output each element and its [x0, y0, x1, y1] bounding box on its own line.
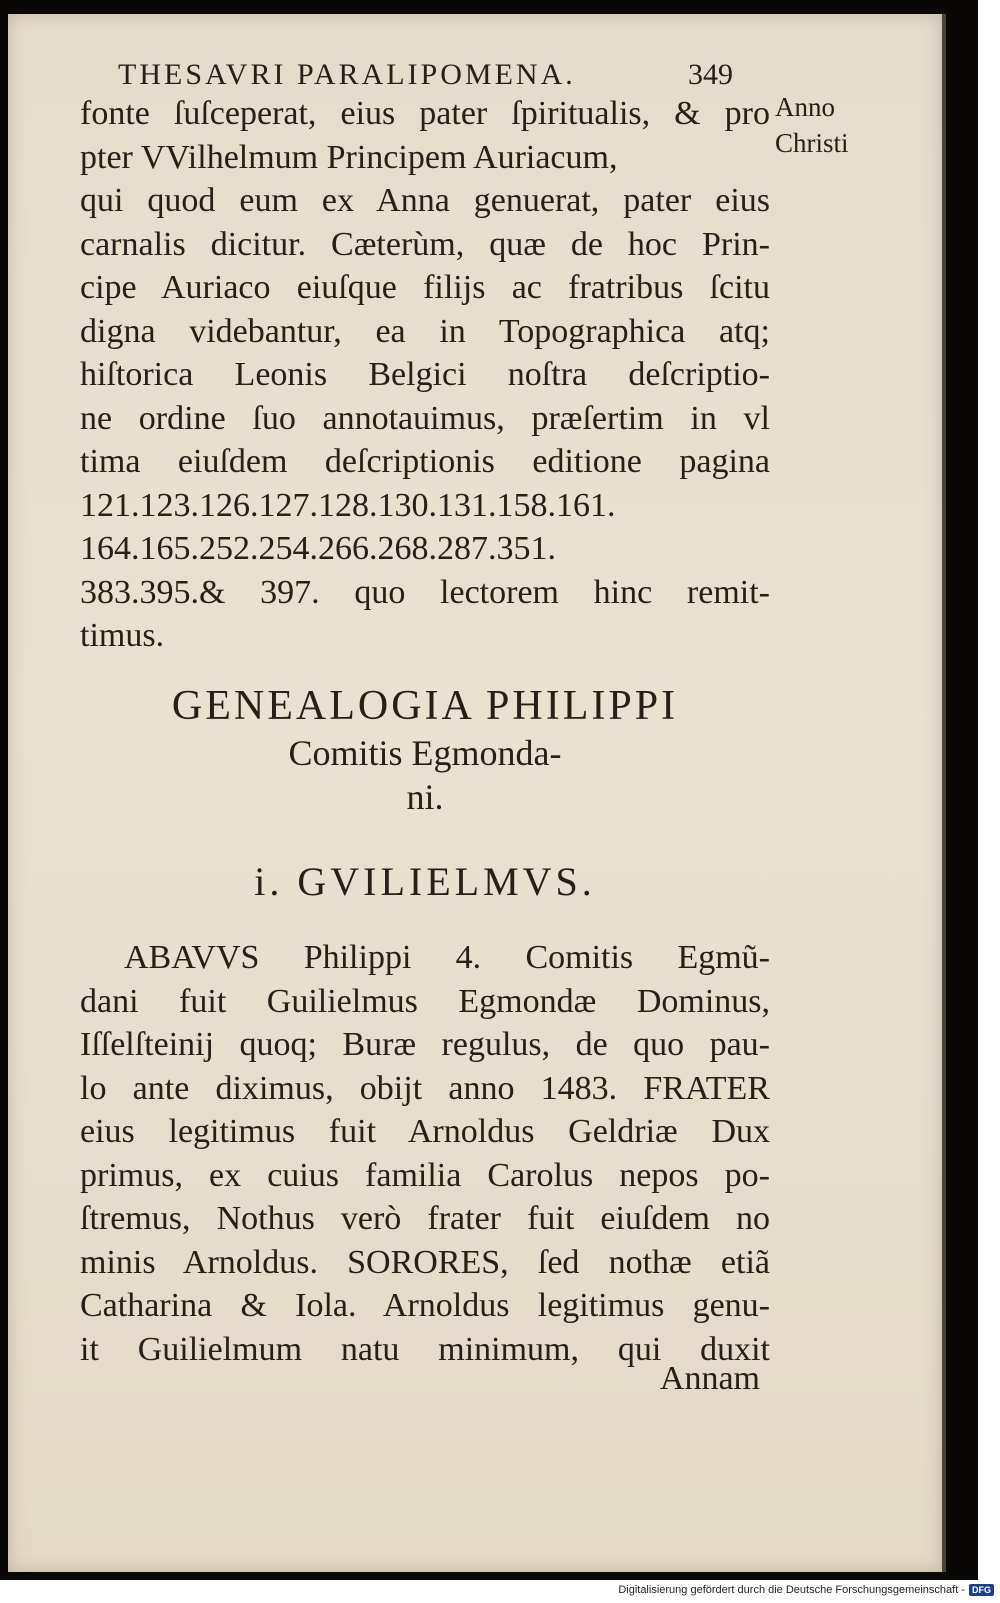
margin-note-anno: Anno [775, 92, 835, 122]
text-line: 121.123.126.127.128.130.131.158.161. [80, 486, 616, 524]
paragraph-guilielmus [80, 936, 770, 1371]
text-line: lo ante diximus, obijt anno 1483. FRATER [80, 1069, 770, 1107]
text-line: hiſtorica Leonis Belgici noſtra deſcriptio- [80, 356, 770, 393]
text-line: 383.395.& 397. quo lectorem hinc remit- [80, 573, 770, 611]
text-line: tima eiuſdem deſcriptionis editione pagina [80, 443, 770, 480]
text-line: fonte ſuſceperat, eius pater ſpiritualis, & pro [80, 95, 770, 132]
catchword: Annam [659, 1360, 760, 1397]
text-line: timus. [80, 617, 165, 654]
text-line: primus, ex cuius familia Carolus nepos po- [80, 1156, 770, 1194]
text-line: ne ordine ſuo annotauimus, præſertim in vl [80, 399, 770, 437]
text-line: pter VVilhelmum Principem Auriacum, [80, 138, 618, 176]
text-line: Iſſelſteinij quoq; Buræ regulus, de quo pau- [80, 1026, 770, 1063]
text-line: Catharina & Iola. Arnoldus legitimus genu- [80, 1287, 770, 1324]
text-line: carnalis dicitur. Cæterùm, quæ de hoc Prin- [80, 225, 770, 263]
text-line: digna videbantur, ea in Topographica atq; [80, 312, 770, 350]
text-line: 164.165.252.254.266.268.287.351. [80, 530, 556, 567]
text-line: minis Arnoldus. SORORES, ſed nothæ etiã [80, 1243, 770, 1281]
genealogy-subheading: Comitis Egmonda- [288, 733, 562, 773]
paragraph-continuation [80, 92, 770, 658]
text-line: it Guilielmum natu minimum, qui duxit [80, 1330, 770, 1368]
text-line: eius legitimus fuit Arnoldus Geldriæ Dux [80, 1113, 770, 1150]
page-edge-shadow [942, 14, 946, 1572]
page-number: 349 [688, 58, 733, 91]
text-line: dani fuit Guilielmus Egmondæ Dominus, [80, 982, 770, 1020]
text-line: qui quod eum ex Anna genuerat, pater eius [80, 182, 770, 219]
credit-text: Digitalisierung gefördert durch die Deutsche Forschungsgemeinschaft - [618, 1584, 965, 1596]
running-title: THESAVRI PARALIPOMENA. [118, 58, 576, 91]
dfg-logo-icon: DFG [969, 1584, 994, 1596]
text-line: ſtremus, Nothus verò frater fuit eiuſdem no [80, 1200, 770, 1237]
text-line: cipe Auriaco eiuſque filijs ac fratribus ſcitu [80, 269, 770, 306]
digitization-credit [618, 1584, 994, 1596]
genealogy-subheading-end: ni. [406, 777, 444, 817]
margin-note-christi: Christi [775, 128, 849, 158]
genealogy-heading: GENEALOGIA PHILIPPI [171, 683, 679, 729]
text-line: ABAVVS Philippi 4. Comitis Egmũ- [124, 939, 770, 976]
section-title: i. GVILIELMVS. [254, 859, 596, 904]
